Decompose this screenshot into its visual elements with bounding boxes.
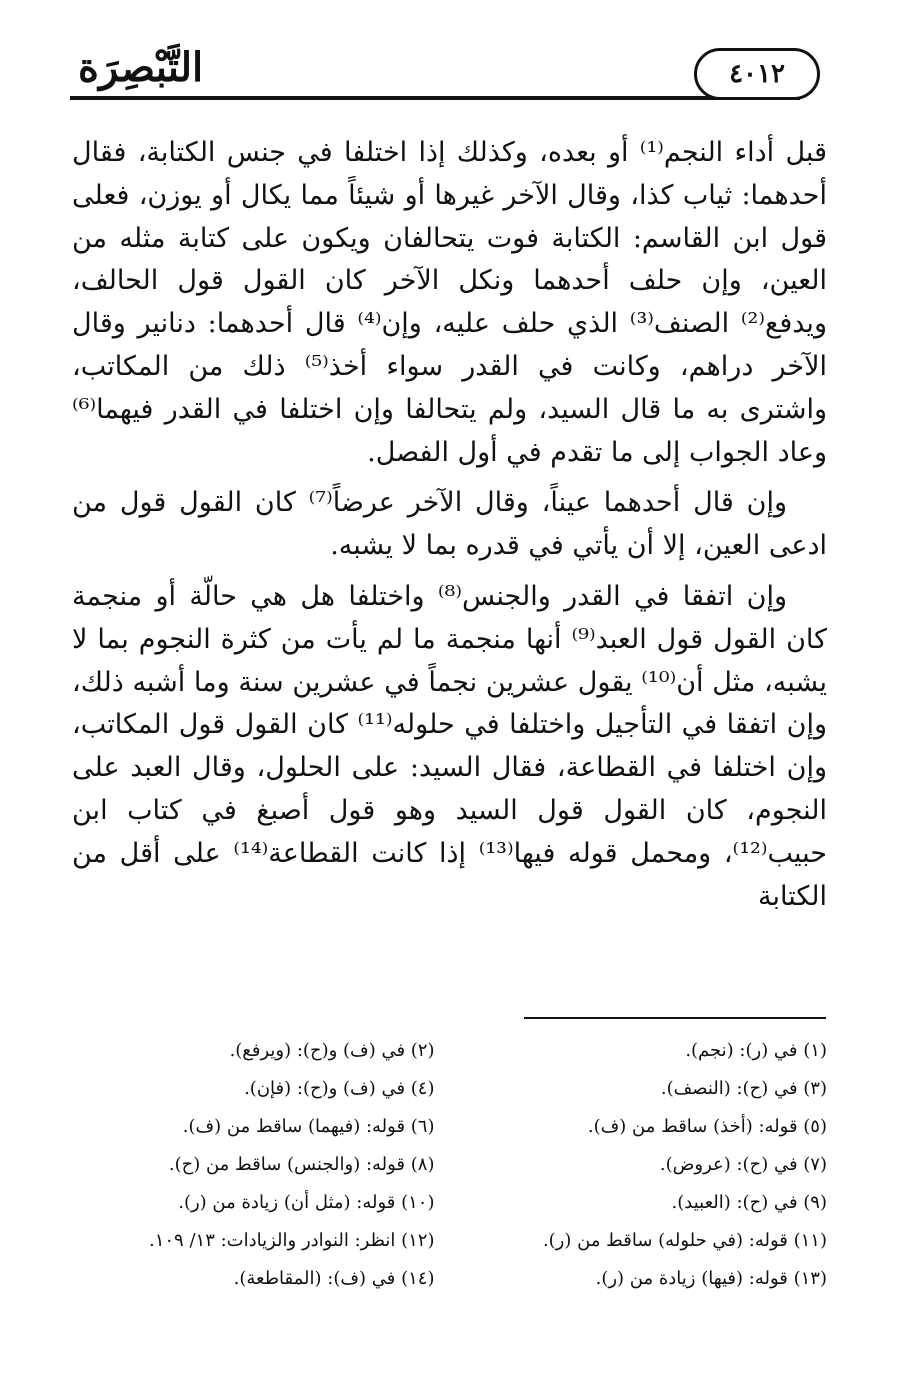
- header-rule: [70, 96, 800, 100]
- main-text: [72, 132, 827, 926]
- footnote-4: (٤) في (ف) و(ح): (فإن).: [244, 1078, 435, 1099]
- footnote-6: (٦) قوله: (فيهما) ساقط من (ف).: [182, 1116, 435, 1137]
- page-header: [70, 38, 860, 110]
- footnote-1: (١) في (ر): (نجم).: [685, 1040, 827, 1061]
- footnotes: [72, 1032, 827, 1298]
- paragraph-2: وإن قال أحدهما عيناً، وقال الآخر عرضاً⁽⁷⁾ كان القول قول من ادعى العين، إلا أن يأتي في قدره بما لا يشبه.: [72, 487, 827, 562]
- footnote-2: (٢) في (ف) و(ح): (ويرفع).: [229, 1040, 435, 1061]
- footnote-separator: [524, 1017, 826, 1019]
- book-title: التَّبْصِرَة: [78, 44, 204, 91]
- footnote-3: (٣) في (ح): (النصف).: [660, 1078, 827, 1099]
- paragraph-3: وإن اتفقا في القدر والجنس⁽⁸⁾ واختلفا هل هي حالّة أو منجمة كان القول قول العبد⁽⁹⁾ أنها منجمة ما لم يأت من كثرة النجوم بما لا يشبه، مثل أن⁽¹⁰⁾ يقول عشرين نجماً في عشرين سنة وما أشبه ذلك، وإن اتفقا في التأجيل واختلفا في حلوله⁽¹¹⁾ كان القول قول المكاتب، وإن اختلفا في القطاعة، فقال السيد: على الحلول، وقال العبد على النجوم، كان القول قول السيد وهو قول أصبغ في كتاب ابن حبيب⁽¹²⁾، ومحمل قوله فيها⁽¹³⁾ إذا كانت القطاعة⁽¹⁴⁾ على أقل من الكتابة: [72, 580, 828, 912]
- footnote-12: (١٢) انظر: النوادر والزيادات: ١٣/ ١٠٩.: [148, 1230, 435, 1251]
- footnote-9: (٩) في (ح): (العبيد).: [671, 1192, 827, 1213]
- footnote-10: (١٠) قوله: (مثل أن) زيادة من (ر).: [178, 1192, 435, 1213]
- footnote-5: (٥) قوله: (أخذ) ساقط من (ف).: [587, 1116, 827, 1137]
- footnote-13: (١٣) قوله: (فيها) زيادة من (ر).: [595, 1268, 827, 1289]
- footnote-7: (٧) في (ح): (عروض).: [659, 1154, 827, 1175]
- paragraph-1: قبل أداء النجم⁽¹⁾ أو بعده، وكذلك إذا اختلفا في جنس الكتابة، فقال أحدهما: ثياب كذا، وقال الآخر غيرها أو شيئاً مما يكال أو يوزن، فعلى قول ابن القاسم: الكتابة فوت يتحالفان ويكون على كتابة مثله من العين، وإن حلف أحدهما ونكل الآخر كان القول قول الحالف، ويدفع⁽²⁾ الصنف⁽³⁾ الذي حلف عليه، وإن⁽⁴⁾ قال أحدهما: دنانير وقال الآخر دراهم، وكانت في القدر سواء أخذ⁽⁵⁾ ذلك من المكاتب، واشترى به ما قال السيد، ولم يتحالفا وإن اختلفا في القدر فيهما⁽⁶⁾ وعاد الجواب إلى ما تقدم في أول الفصل.: [72, 137, 827, 468]
- footnote-11: (١١) قوله: (في حلوله) ساقط من (ر).: [542, 1230, 827, 1251]
- footnote-14: (١٤) في (ف): (المقاطعة).: [233, 1268, 435, 1289]
- footnote-8: (٨) قوله: (والجنس) ساقط من (ح).: [168, 1154, 435, 1175]
- page-number: ٤٠١٢: [729, 59, 785, 89]
- page-number-badge: [694, 48, 820, 100]
